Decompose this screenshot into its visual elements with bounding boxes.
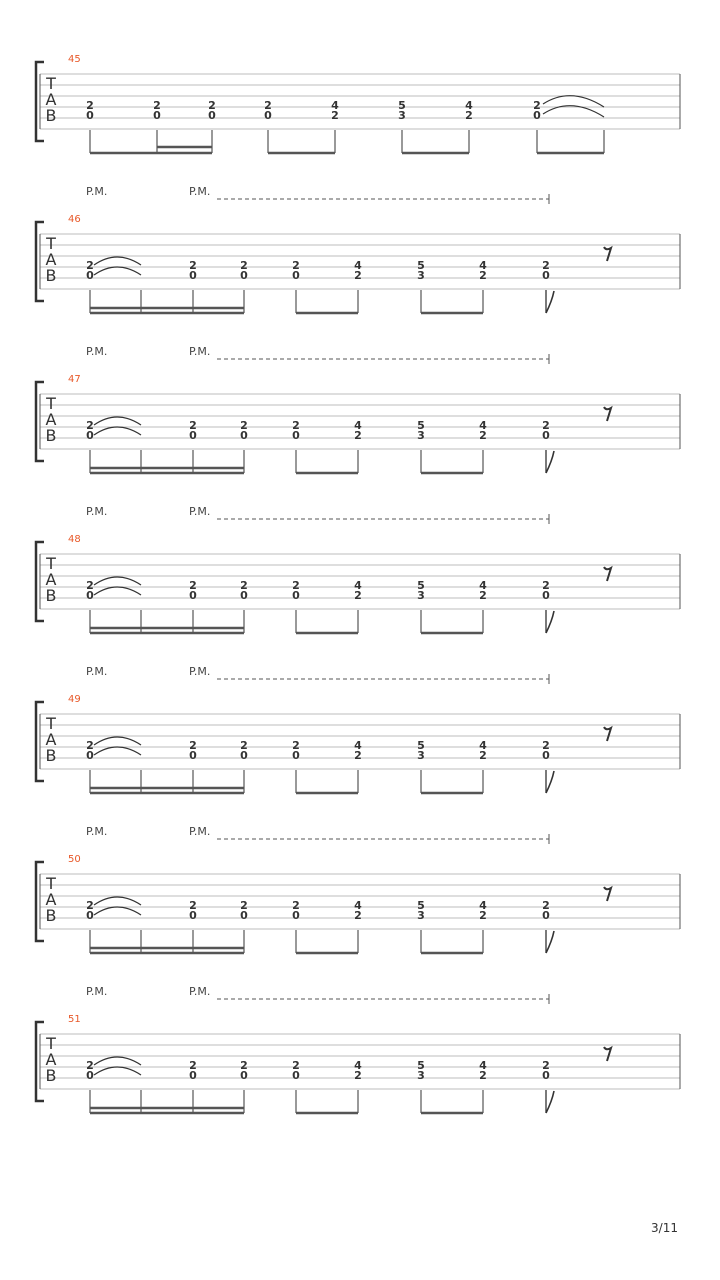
tab-clef-letter: B: [45, 746, 57, 765]
fret-number: 0: [542, 1069, 550, 1082]
tab-system: [36, 505, 680, 633]
fret-number: 0: [292, 589, 300, 602]
tab-system: [36, 345, 680, 473]
page-number: 3/11: [651, 1221, 678, 1235]
fret-number: 2: [354, 589, 362, 602]
fret-number: 2: [240, 259, 248, 272]
fret-number: 0: [292, 909, 300, 922]
tab-clef-letter: A: [45, 250, 57, 269]
fret-number: 0: [240, 269, 248, 282]
fret-number: 2: [542, 579, 550, 592]
palm-mute-label: P.M.: [86, 985, 108, 998]
tab-system: [36, 985, 680, 1113]
tie-arc: [94, 417, 141, 425]
fret-number: 3: [417, 749, 425, 762]
fret-number: 4: [354, 419, 362, 432]
fret-number: 3: [417, 269, 425, 282]
note-flag: [546, 931, 554, 953]
measure-number: 50: [68, 854, 81, 865]
fret-number: 2: [86, 259, 94, 272]
fret-number: 4: [479, 739, 487, 752]
fret-number: 0: [533, 109, 541, 122]
fret-number: 2: [292, 579, 300, 592]
fret-number: 2: [189, 419, 197, 432]
fret-number: 2: [240, 1059, 248, 1072]
fret-number: 2: [240, 579, 248, 592]
tie-arc: [94, 1057, 141, 1065]
palm-mute-label: P.M.: [189, 825, 211, 838]
tab-clef-letter: T: [46, 1034, 56, 1053]
fret-number: 2: [86, 899, 94, 912]
fret-number: 0: [153, 109, 161, 122]
fret-number: 0: [86, 749, 94, 762]
measure-number: 51: [68, 1014, 81, 1025]
fret-number: 4: [479, 1059, 487, 1072]
fret-number: 2: [86, 419, 94, 432]
fret-number: 4: [354, 1059, 362, 1072]
fret-number: 0: [292, 749, 300, 762]
fret-number: 4: [479, 259, 487, 272]
fret-number: 0: [86, 1069, 94, 1082]
fret-number: 0: [292, 1069, 300, 1082]
tab-clef-letter: T: [46, 714, 56, 733]
fret-number: 0: [189, 589, 197, 602]
fret-number: 0: [86, 109, 94, 122]
palm-mute-label: P.M.: [189, 345, 211, 358]
fret-number: 2: [354, 749, 362, 762]
palm-mute-label: P.M.: [86, 825, 108, 838]
note-flag: [546, 771, 554, 793]
fret-number: 2: [189, 1059, 197, 1072]
fret-number: 5: [417, 259, 425, 272]
fret-number: 2: [292, 739, 300, 752]
tab-clef-letter: T: [46, 874, 56, 893]
fret-number: 0: [208, 109, 216, 122]
fret-number: 4: [354, 899, 362, 912]
fret-number: 2: [86, 579, 94, 592]
tab-clef-letter: T: [46, 74, 56, 93]
tab-clef-letter: B: [45, 906, 57, 925]
tie-arc: [94, 1067, 141, 1075]
palm-mute-label: P.M.: [189, 185, 211, 198]
tab-clef-letter: T: [46, 234, 56, 253]
fret-number: 0: [189, 269, 197, 282]
tab-clef-letter: A: [45, 410, 57, 429]
fret-number: 0: [86, 589, 94, 602]
fret-number: 3: [417, 1069, 425, 1082]
palm-mute-label: P.M.: [86, 185, 108, 198]
measure-number: 47: [68, 374, 81, 385]
tab-clef-letter: A: [45, 1050, 57, 1069]
palm-mute-label: P.M.: [189, 665, 211, 678]
fret-number: 2: [189, 579, 197, 592]
tab-clef-letter: T: [46, 554, 56, 573]
fret-number: 0: [542, 909, 550, 922]
fret-number: 0: [240, 429, 248, 442]
note-flag: [546, 611, 554, 633]
fret-number: 2: [292, 1059, 300, 1072]
fret-number: 0: [542, 269, 550, 282]
fret-number: 2: [479, 1069, 487, 1082]
palm-mute-label: P.M.: [189, 985, 211, 998]
fret-number: 0: [542, 429, 550, 442]
tab-clef-letter: A: [45, 90, 57, 109]
fret-number: 2: [479, 589, 487, 602]
eighth-rest-shape: [604, 887, 611, 901]
tab-clef-letter: B: [45, 426, 57, 445]
palm-mute-label: P.M.: [86, 665, 108, 678]
tab-clef-letter: B: [45, 586, 57, 605]
eighth-rest-shape: [604, 247, 611, 261]
fret-number: 0: [189, 749, 197, 762]
fret-number: 0: [264, 109, 272, 122]
fret-number: 2: [86, 99, 94, 112]
fret-number: 2: [240, 739, 248, 752]
measure-number: 48: [68, 534, 81, 545]
fret-number: 5: [417, 899, 425, 912]
tab-clef-letter: A: [45, 890, 57, 909]
eighth-rest-shape: [604, 567, 611, 581]
measure-number: 45: [68, 54, 81, 65]
fret-number: 4: [479, 899, 487, 912]
fret-number: 0: [189, 909, 197, 922]
fret-number: 0: [240, 1069, 248, 1082]
fret-number: 2: [354, 269, 362, 282]
fret-number: 2: [153, 99, 161, 112]
fret-number: 2: [240, 419, 248, 432]
tie-arc: [94, 427, 141, 435]
fret-number: 2: [465, 109, 473, 122]
fret-number: 2: [208, 99, 216, 112]
fret-number: 2: [542, 259, 550, 272]
fret-number: 3: [417, 429, 425, 442]
fret-number: 2: [542, 1059, 550, 1072]
tab-clef-letter: A: [45, 570, 57, 589]
fret-number: 4: [354, 579, 362, 592]
fret-number: 2: [189, 739, 197, 752]
fret-number: 3: [417, 589, 425, 602]
fret-number: 2: [86, 739, 94, 752]
eighth-rest-shape: [604, 407, 611, 421]
tie-arc: [94, 257, 141, 265]
tie-arc: [94, 587, 141, 595]
fret-number: 5: [417, 419, 425, 432]
tie-arc: [94, 267, 141, 275]
fret-number: 2: [86, 1059, 94, 1072]
fret-number: 4: [354, 739, 362, 752]
fret-number: 5: [398, 99, 406, 112]
palm-mute-label: P.M.: [189, 505, 211, 518]
tab-system: [36, 54, 680, 153]
fret-number: 0: [542, 749, 550, 762]
tab-system: [36, 665, 680, 793]
fret-number: 4: [331, 99, 339, 112]
fret-number: 0: [86, 269, 94, 282]
fret-number: 2: [240, 899, 248, 912]
eighth-rest-shape: [604, 1047, 611, 1061]
tie-arc: [94, 897, 141, 905]
fret-number: 4: [465, 99, 473, 112]
tie-arc: [94, 747, 141, 755]
tab-clef-letter: A: [45, 730, 57, 749]
fret-number: 2: [292, 899, 300, 912]
fret-number: 0: [86, 909, 94, 922]
note-flag: [546, 291, 554, 313]
fret-number: 0: [292, 429, 300, 442]
tab-clef-letter: B: [45, 266, 57, 285]
fret-number: 2: [354, 1069, 362, 1082]
palm-mute-label: P.M.: [86, 505, 108, 518]
tab-clef-letter: B: [45, 1066, 57, 1085]
fret-number: 0: [86, 429, 94, 442]
fret-number: 2: [479, 909, 487, 922]
fret-number: 5: [417, 579, 425, 592]
fret-number: 2: [533, 99, 541, 112]
fret-number: 5: [417, 1059, 425, 1072]
tie-arc: [94, 577, 141, 585]
tab-clef-letter: B: [45, 106, 57, 125]
measure-number: 46: [68, 214, 81, 225]
fret-number: 2: [189, 259, 197, 272]
tab-clef-letter: T: [46, 394, 56, 413]
fret-number: 2: [542, 419, 550, 432]
eighth-rest-shape: [604, 727, 611, 741]
tab-system: [36, 825, 680, 953]
fret-number: 3: [398, 109, 406, 122]
fret-number: 0: [240, 909, 248, 922]
fret-number: 0: [240, 589, 248, 602]
fret-number: 2: [479, 269, 487, 282]
fret-number: 4: [479, 579, 487, 592]
fret-number: 0: [542, 589, 550, 602]
tie-arc: [94, 737, 141, 745]
note-flag: [546, 1091, 554, 1113]
fret-number: 4: [479, 419, 487, 432]
fret-number: 2: [189, 899, 197, 912]
fret-number: 2: [354, 909, 362, 922]
measure-number: 49: [68, 694, 81, 705]
fret-number: 2: [542, 899, 550, 912]
fret-number: 5: [417, 739, 425, 752]
fret-number: 2: [542, 739, 550, 752]
fret-number: 2: [354, 429, 362, 442]
tab-system: [36, 185, 680, 313]
fret-number: 2: [479, 749, 487, 762]
fret-number: 2: [292, 259, 300, 272]
fret-number: 2: [292, 419, 300, 432]
fret-number: 0: [240, 749, 248, 762]
fret-number: 3: [417, 909, 425, 922]
note-flag: [546, 451, 554, 473]
palm-mute-label: P.M.: [86, 345, 108, 358]
fret-number: 0: [189, 1069, 197, 1082]
fret-number: 2: [331, 109, 339, 122]
fret-number: 4: [354, 259, 362, 272]
fret-number: 0: [189, 429, 197, 442]
fret-number: 2: [479, 429, 487, 442]
tie-arc: [94, 907, 141, 915]
fret-number: 2: [264, 99, 272, 112]
fret-number: 0: [292, 269, 300, 282]
